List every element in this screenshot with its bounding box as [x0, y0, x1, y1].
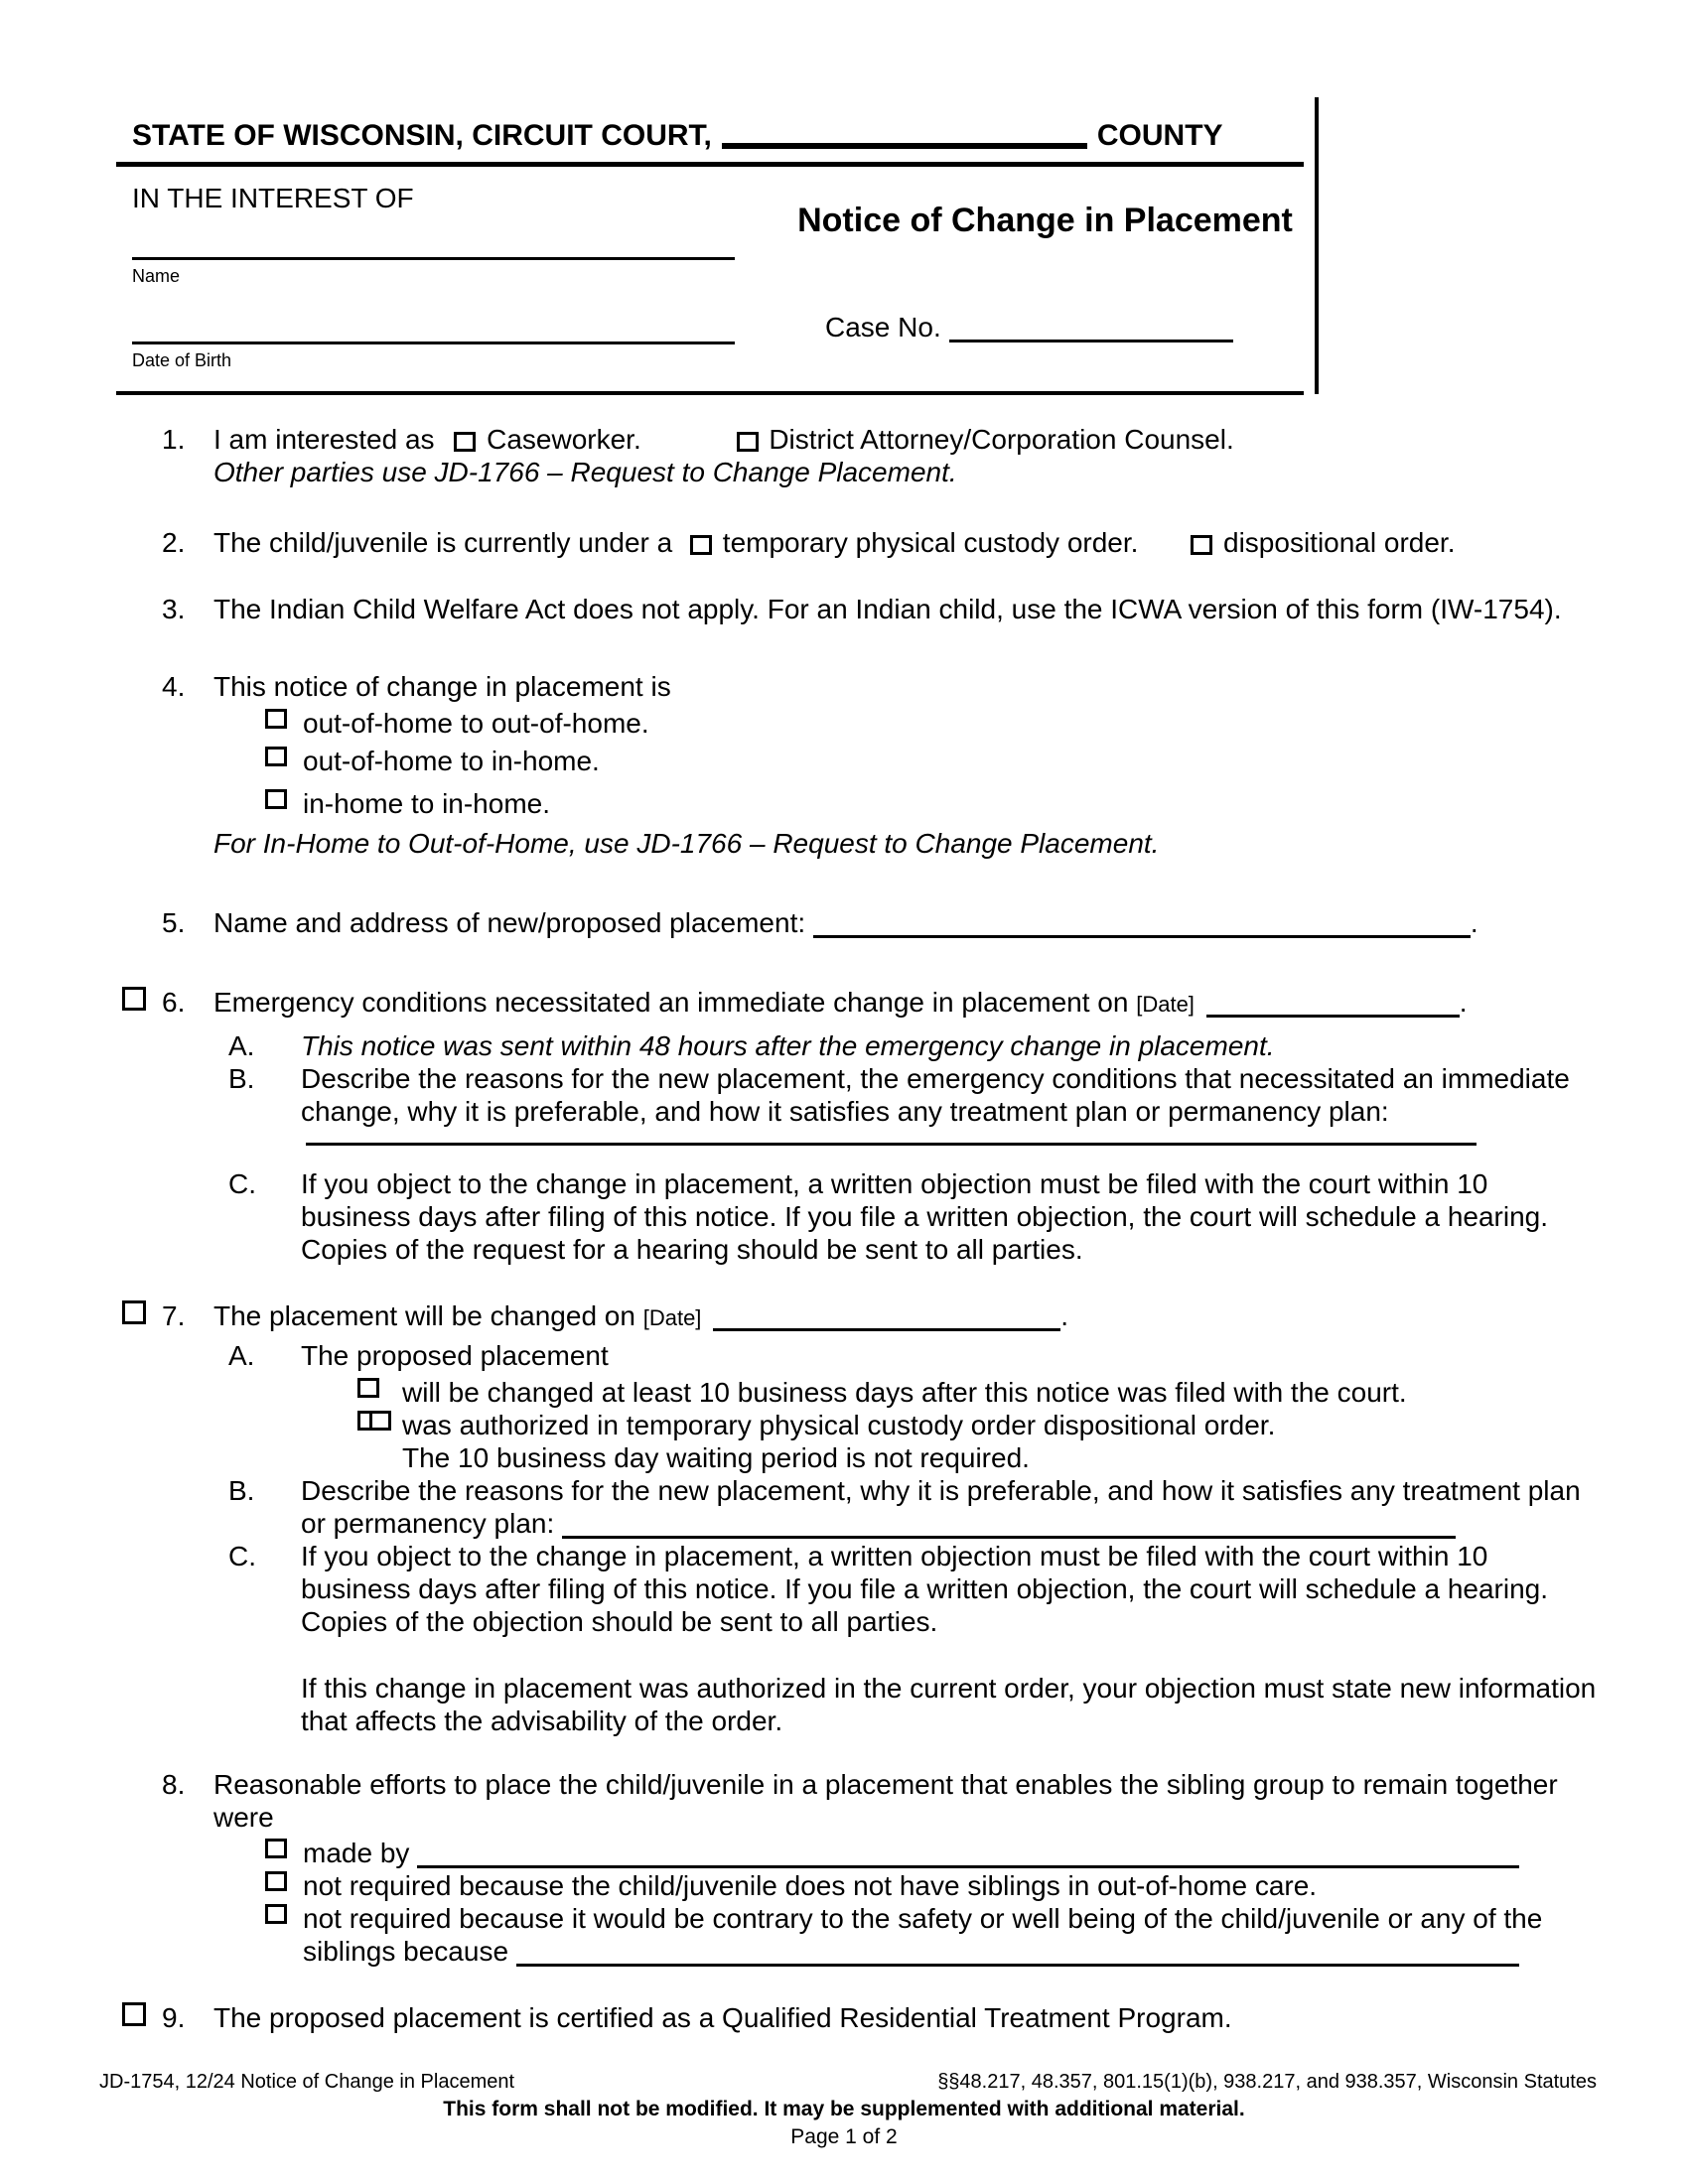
footer-statutes: §§48.217, 48.357, 801.15(1)(b), 938.217, and 938.357, Wisconsin Statutes [937, 2071, 1597, 2093]
item-7-period: . [1060, 1300, 1068, 1331]
case-number-blank-field[interactable] [949, 321, 1233, 342]
item-8-option-1 [213, 1837, 1614, 1869]
item-4-option-2 [213, 745, 1614, 777]
date-of-birth-label: Date of Birth [132, 350, 232, 370]
item-7-sub-c-line-1: If you object to the change in placement, a written objection must be filed with the court within 10 [301, 1541, 1488, 1571]
item-8-contrary-safety-line-2 [303, 1935, 1614, 1968]
footer-page-number: Page 1 of 2 [790, 2125, 898, 2148]
item-7-date-blank-field[interactable] [713, 1309, 1060, 1331]
item-1 [94, 423, 1614, 488]
item-8-line-1: Reasonable efforts to place the child/juvenile in a placement that enables the sibling group to remain together [213, 1769, 1558, 1800]
date-of-birth-blank-field[interactable] [132, 341, 735, 344]
item-8-option-3 [213, 1902, 1614, 1968]
in-the-interest-of-label: IN THE INTEREST OF [132, 183, 414, 213]
item-7-ten-days-label: will be changed at least 10 business days after this notice was filed with the court. [402, 1377, 1407, 1408]
item-6 [94, 986, 1614, 1266]
item-6-sub-a-letter: A. [228, 1030, 255, 1061]
item-3-text: The Indian Child Welfare Act does not apply. For an Indian child, use the ICWA version of this form (IW-1754). [213, 594, 1562, 624]
item-6-line [213, 986, 1614, 1021]
item-6-number: 6. [162, 987, 186, 1018]
item-7-objection-note-line-2: that affects the advisability of the order. [301, 1706, 783, 1736]
court-caption-prefix: STATE OF WISCONSIN, CIRCUIT COURT, [132, 119, 712, 152]
item-7-dispositional-order-label: dispositional order. [1043, 1410, 1276, 1440]
item-7-sub-a [213, 1339, 1614, 1474]
item-8-siblings-because-blank-field[interactable] [516, 1945, 1519, 1967]
item-4-number: 4. [162, 671, 186, 702]
item-1-caseworker-checkbox[interactable] [454, 432, 476, 452]
item-7-temporary-custody-label: temporary physical custody order [626, 1410, 1037, 1440]
item-2-number: 2. [162, 527, 186, 558]
item-8-line-2: were [213, 1802, 274, 1833]
item-7-sub-c-letter: C. [228, 1541, 256, 1571]
item-1-caseworker-label: Caseworker. [487, 424, 641, 455]
item-4-option-1 [213, 707, 1614, 740]
item-2 [94, 526, 1614, 559]
item-8-made-by-label: made by [303, 1838, 410, 1868]
item-7-sub-b-letter: B. [228, 1475, 255, 1506]
item-7-sub-c-line-3: Copies of the objection should be sent to all parties. [301, 1606, 938, 1637]
item-4 [94, 670, 1614, 860]
item-9-text: The proposed placement is certified as a Qualified Residential Treatment Program. [213, 2002, 1232, 2033]
item-2-temporary-custody-checkbox[interactable] [690, 535, 712, 555]
item-2-line [213, 526, 1614, 559]
case-number-row [825, 311, 1233, 343]
item-6-period: . [1459, 987, 1468, 1018]
item-4-out-to-in-label: out-of-home to in-home. [303, 746, 600, 776]
item-9-checkbox[interactable] [122, 2002, 146, 2026]
item-7-sub-b [213, 1474, 1614, 1540]
item-6-date-tag: [Date] [1136, 992, 1195, 1017]
item-5-line [213, 906, 1614, 939]
item-4-out-to-in-checkbox[interactable] [265, 747, 287, 766]
name-label: Name [132, 266, 181, 286]
item-7-sub-c [213, 1540, 1614, 1737]
item-8-no-siblings-checkbox[interactable] [265, 1871, 287, 1891]
item-6-text: Emergency conditions necessitated an immediate change in placement on [213, 987, 1129, 1018]
item-6-sub-c [213, 1167, 1614, 1266]
item-7-sub-b-line-2 [301, 1507, 1614, 1540]
item-6-sub-a-text: This notice was sent within 48 hours after the emergency change in placement. [301, 1030, 1275, 1061]
item-7-sub-c-line-2: business days after filing of this notice. If you file a written objection, the court will schedule a hearing. [301, 1573, 1549, 1604]
item-7-text: The placement will be changed on [213, 1300, 635, 1331]
item-7-option-2 [301, 1409, 1614, 1441]
item-6-sub-b [213, 1062, 1614, 1146]
court-caption [132, 119, 1223, 152]
footer-notice: This form shall not be modified. It may be supplemented with additional material. [443, 2098, 1245, 2120]
item-7-authorized-label: was authorized in [402, 1410, 619, 1440]
item-1-note: Other parties use JD-1766 – Request to Change Placement. [213, 457, 957, 487]
item-5-text: Name and address of new/proposed placement: [213, 907, 806, 938]
item-6-sub-b-line-1: Describe the reasons for the new placement, the emergency conditions that necessitated an immediate [301, 1063, 1570, 1094]
item-8-no-siblings-label: not required because the child/juvenile does not have siblings in out-of-home care. [303, 1870, 1318, 1901]
header-vertical-divider [1315, 97, 1319, 394]
item-8-contrary-safety-checkbox[interactable] [265, 1904, 287, 1924]
item-4-in-to-in-label: in-home to in-home. [303, 788, 551, 819]
form-body [94, 409, 1614, 2034]
item-2-dispositional-order-checkbox[interactable] [1191, 535, 1212, 555]
item-7-dispositional-order-checkbox[interactable] [369, 1411, 391, 1431]
item-5-placement-blank-field[interactable] [813, 916, 1471, 938]
item-6-sub-b-line-2: change, why it is preferable, and how it satisfies any treatment plan or permanency plan: [301, 1096, 1389, 1127]
item-7-line [213, 1299, 1614, 1334]
item-7-sub-a-text: The proposed placement [301, 1340, 609, 1371]
item-1-district-attorney-label: District Attorney/Corporation Counsel. [769, 424, 1234, 455]
item-7 [94, 1299, 1614, 1737]
item-2-temporary-custody-label: temporary physical custody order. [722, 527, 1139, 558]
item-3-number: 3. [162, 594, 186, 624]
item-8-made-by-blank-field[interactable] [417, 1846, 1519, 1868]
item-6-sub-c-line-3: Copies of the request for a hearing should be sent to all parties. [301, 1234, 1083, 1265]
item-4-text: This notice of change in placement is [213, 671, 671, 702]
item-1-number: 1. [162, 424, 186, 455]
item-6-reasons-blank-field[interactable] [306, 1128, 1477, 1146]
item-7-objection-note-line-1: If this change in placement was authorized in the current order, your objection must state new information [301, 1673, 1597, 1704]
item-9 [94, 2001, 1614, 2034]
item-6-checkbox[interactable] [122, 987, 146, 1011]
item-8-siblings-because-text: siblings because [303, 1936, 509, 1967]
item-6-sub-b-letter: B. [228, 1063, 255, 1094]
item-7-date-tag: [Date] [642, 1305, 702, 1330]
item-7-sub-b-line-1: Describe the reasons for the new placement, why it is preferable, and how it satisfies any treatment plan [301, 1475, 1581, 1506]
item-5-period: . [1470, 907, 1478, 938]
item-3 [94, 593, 1614, 625]
item-7-checkbox[interactable] [122, 1300, 146, 1324]
item-5-number: 5. [162, 907, 186, 938]
case-number-label: Case No. [825, 312, 941, 342]
item-6-sub-c-line-2: business days after filing of this notice. If you file a written objection, the court will schedule a hearing. [301, 1201, 1549, 1232]
item-8-made-by-checkbox[interactable] [265, 1839, 287, 1858]
item-7-waiting-note: The 10 business day waiting period is not required. [402, 1442, 1030, 1473]
item-4-out-to-out-label: out-of-home to out-of-home. [303, 708, 649, 739]
item-7-ten-days-checkbox[interactable] [357, 1378, 379, 1398]
item-2-text: The child/juvenile is currently under a [213, 527, 673, 558]
item-8-option-2 [213, 1869, 1614, 1902]
item-6-sub-c-line-1: If you object to the change in placement, a written objection must be filed with the court within 10 [301, 1168, 1488, 1199]
item-7-number: 7. [162, 1300, 186, 1331]
item-7-reasons-blank-field[interactable] [562, 1517, 1456, 1539]
item-1-line [213, 423, 1614, 456]
item-6-date-blank-field[interactable] [1206, 996, 1460, 1018]
name-blank-field[interactable] [132, 257, 735, 260]
form-title: Notice of Change in Placement [797, 202, 1293, 239]
item-8 [94, 1768, 1614, 1968]
item-4-note: For In-Home to Out-of-Home, use JD-1766 – Request to Change Placement. [213, 828, 1160, 859]
item-4-option-3 [213, 787, 1614, 820]
item-6-sub-a [213, 1029, 1614, 1062]
item-1-text: I am interested as [213, 424, 435, 455]
item-8-contrary-safety-line-1: not required because it would be contrary to the safety or well being of the child/juvenile or any of the [303, 1903, 1543, 1934]
footer-form-id: JD-1754, 12/24 Notice of Change in Placement [99, 2071, 515, 2093]
court-caption-suffix: COUNTY [1096, 119, 1223, 152]
header-top-rule [116, 162, 1304, 167]
item-7-sub-b-line-2-text: or permanency plan: [301, 1508, 555, 1539]
county-name-blank-field[interactable] [722, 127, 1087, 149]
item-2-dispositional-order-label: dispositional order. [1223, 527, 1456, 558]
item-7-sub-a-letter: A. [228, 1340, 255, 1371]
item-8-number: 8. [162, 1769, 186, 1800]
item-7-option-1 [301, 1376, 1614, 1409]
item-4-in-to-in-checkbox[interactable] [265, 789, 287, 809]
header-bottom-rule [116, 391, 1304, 395]
item-1-district-attorney-checkbox[interactable] [737, 432, 759, 452]
item-6-sub-c-letter: C. [228, 1168, 256, 1199]
item-5 [94, 906, 1614, 939]
item-9-number: 9. [162, 2002, 186, 2033]
item-4-out-to-out-checkbox[interactable] [265, 709, 287, 729]
